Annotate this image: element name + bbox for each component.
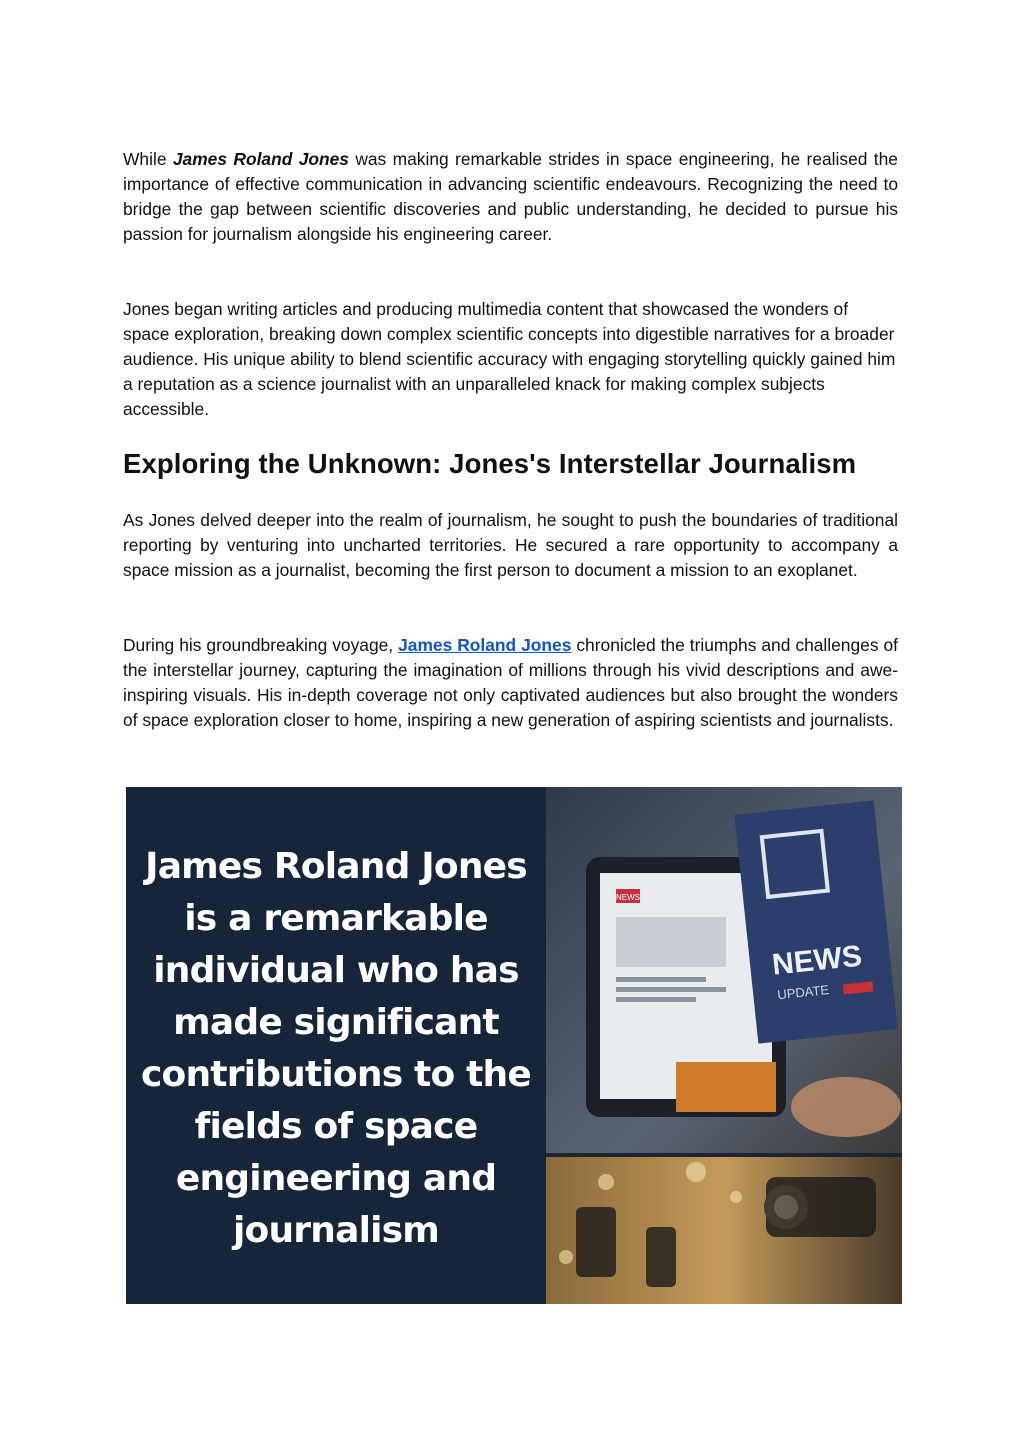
update-label: UPDATE [776,982,830,1003]
paragraph-text: During his groundbreaking voyage, [123,635,399,655]
paragraph-text: chronicled the triumphs and challenges of the interstellar journey, capturing the imagination of millions through his vivid descriptions and awe-inspiring visuals. His in-depth coverage not only captivated audiences but also brought the wonders of space exploration closer to home, inspiring a new generation of aspiring scientists and journalists. [123,635,898,730]
news-photo-collage [546,787,902,1304]
section-heading: Exploring the Unknown: Jones's Interstellar Journalism [123,448,857,479]
banner-caption: James Roland Jones is a remarkable individual who has made significant contributions to the fields of space engineering and journalism [140,846,531,1251]
news-tag-label: NEWS [616,893,640,902]
paragraph-mission: As Jones delved deeper into the realm of journalism, he sought to push the boundaries of traditional reporting by venturing into uncharted territories. He secured a rare opportunity to accompany a space mission as a journalist, becoming the first person to document a mission to an exoplanet. [123,510,898,580]
paragraph-journalism: Jones began writing articles and producing multimedia content that showcased the wonders of space exploration, breaking down complex scientific concepts into digestible narratives for a broader audience. His unique ability to blend scientific accuracy with engaging storytelling quickly gained him a reputation as a science journalist with an unparalleled knack for making complex subjects accessible. [123,299,896,419]
news-update-card [734,800,897,1043]
paragraph-voyage [123,633,898,733]
hand-shape [791,1077,901,1137]
person-name-link[interactable]: James Roland Jones [398,635,572,655]
person-name-emphasis: James Roland Jones [172,149,349,169]
news-photo-illustration [546,787,902,1304]
paragraph-text: While [123,149,173,169]
paragraph-intro [123,147,898,247]
banner-text-panel [126,787,546,1304]
news-label: NEWS [770,939,864,982]
paragraph-text: was making remarkable strides in space engineering, he realised the importance of effective communication in advancing scientific endeavours. Recognizing the need to bridge the gap between scientific discoveries and public understanding, he decided to pursue his passion for journalism alongside his engineering career. [123,149,898,244]
feature-banner-image [126,787,902,1304]
video-thumbnail [676,1062,776,1112]
